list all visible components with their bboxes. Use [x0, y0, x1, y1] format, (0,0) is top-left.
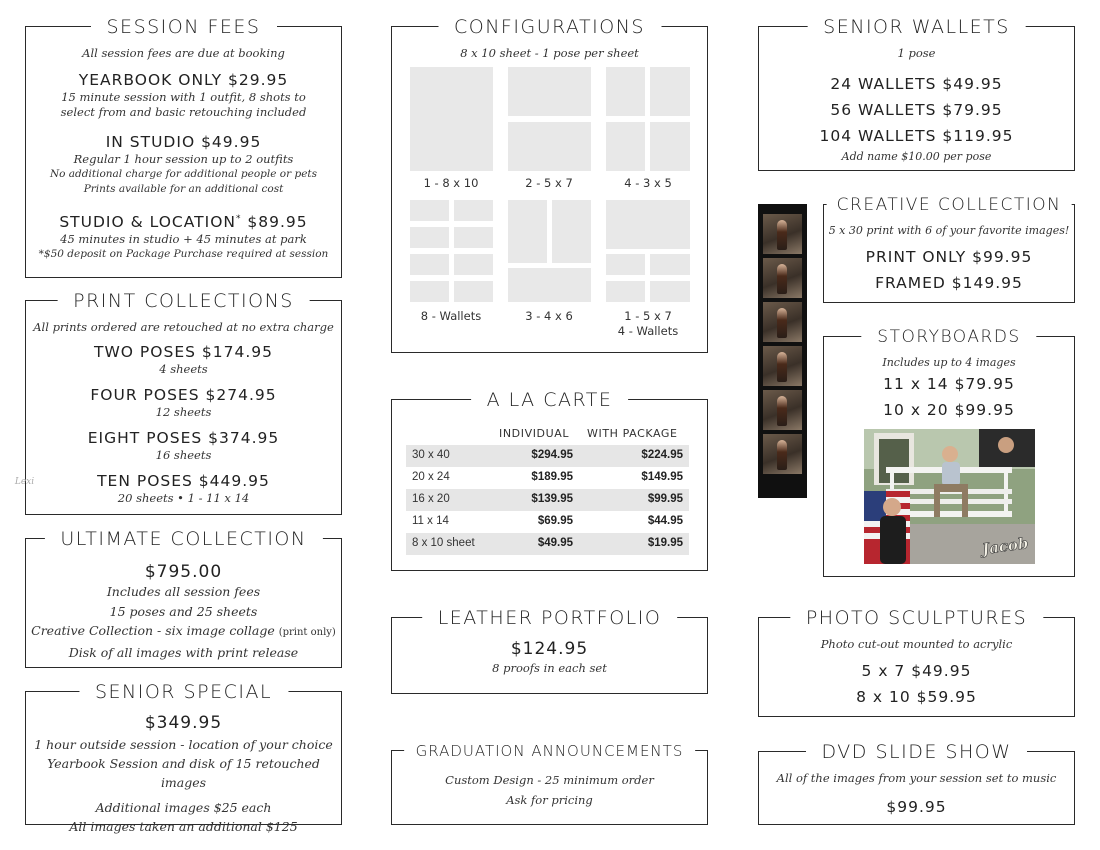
config-label: 3 - 4 x 6: [525, 309, 573, 323]
strip-photo: [763, 434, 802, 474]
graduation-title: GRADUATION ANNOUNCEMENTS: [404, 739, 696, 763]
dvd-slide-show-title: DVD SLIDE SHOW: [806, 740, 1028, 764]
photo-name-text: Jacob: [980, 533, 1030, 559]
config-4x6: [508, 200, 547, 263]
print-collection-sub: 16 sheets: [155, 448, 212, 462]
graduation-box: [391, 742, 708, 825]
config-wallet: [410, 200, 449, 221]
config-8x10: [410, 67, 493, 171]
creative-note: 5 x 30 print with 6 of your favorite images!: [828, 224, 1070, 237]
leather-portfolio-box: [391, 607, 708, 694]
session-fees-box: [25, 16, 342, 278]
location-desc-2: *$50 deposit on Package Purchase required at session: [38, 248, 329, 261]
dvd-slide-show-box: [758, 741, 1075, 825]
sculpture-option: 8 x 10 $59.95: [856, 688, 977, 706]
config-wallet: [454, 254, 493, 275]
table-row: 8 x 10 sheet $49.95 $19.95: [406, 533, 689, 555]
senior-special-line-3: Additional images $25 each: [95, 800, 272, 815]
senior-special-line-1: 1 hour outside session - location of your choice: [34, 737, 333, 752]
config-wallet: [410, 254, 449, 275]
studio-desc-2: No additional charge for additional people or pets: [49, 168, 318, 180]
table-row: 16 x 20 $139.95 $99.95: [406, 489, 689, 511]
leather-note: 8 proofs in each set: [492, 661, 607, 675]
config-3x5: [606, 122, 645, 171]
ultimate-collection-title: ULTIMATE COLLECTION: [44, 527, 322, 551]
ultimate-line-3: Creative Collection - six image collage (print only): [31, 623, 336, 638]
yearbook-only-price: YEARBOOK ONLY $29.95: [78, 71, 289, 89]
ultimate-line-4: Disk of all images with print release: [68, 644, 299, 660]
col-header-individual: INDIVIDUAL: [499, 427, 570, 440]
table-row: 30 x 40 $294.95 $224.95: [406, 445, 689, 467]
print-collection-item: TEN POSES $449.95: [97, 472, 270, 490]
senior-special-line-2: Yearbook Session and disk of 15 retouched images: [47, 756, 320, 790]
graduation-line-1: Custom Design - 25 minimum order: [445, 773, 654, 787]
sculptures-note: Photo cut-out mounted to acrylic: [820, 637, 1013, 651]
config-5x7: [508, 67, 591, 116]
leather-portfolio-title: LEATHER PORTFOLIO: [422, 606, 678, 630]
senior-special-price: $349.95: [144, 713, 223, 733]
strip-photo: [763, 302, 802, 342]
print-collection-sub: 12 sheets: [155, 405, 212, 419]
studio-location-price: STUDIO & LOCATION* $89.95: [59, 213, 308, 232]
print-collections-box: [25, 290, 342, 515]
creative-collection-title: CREATIVE COLLECTION: [827, 193, 1072, 217]
table-row: 11 x 14 $69.95 $44.95: [412, 515, 683, 527]
a-la-carte-box: [391, 389, 708, 571]
wallet-option: 104 WALLETS $119.95: [819, 127, 1014, 145]
table-row: 20 x 24 $189.95 $149.95: [412, 471, 683, 483]
config-4x6: [508, 268, 591, 302]
print-collection-item: EIGHT POSES $374.95: [87, 429, 280, 447]
leather-price: $124.95: [510, 639, 589, 659]
strip-photo: [763, 214, 802, 254]
print-collection-sub: 20 sheets • 1 - 11 x 14: [117, 491, 250, 505]
senior-special-line-4: All images taken an additional $125: [69, 819, 298, 834]
ultimate-line-2: 15 poses and 25 sheets: [109, 603, 258, 619]
storyboard-option: 10 x 20 $99.95: [883, 401, 1015, 419]
senior-special-box: [25, 681, 342, 834]
config-4x6: [552, 200, 591, 263]
config-3x5: [606, 67, 645, 116]
dvd-note: All of the images from your session set to music: [776, 771, 1057, 785]
config-wallet: [650, 254, 690, 275]
dvd-price: $99.95: [886, 798, 947, 816]
config-5x7: [508, 122, 591, 171]
creative-option: PRINT ONLY $99.95: [865, 248, 1033, 266]
strip-signature: Lexi: [14, 477, 35, 487]
senior-wallets-title: SENIOR WALLETS: [807, 15, 1026, 39]
config-wallet: [454, 281, 493, 302]
storyboard-option: 11 x 14 $79.95: [883, 375, 1015, 393]
config-label: 8 - Wallets: [420, 309, 482, 323]
config-label: 1 - 5 x 7: [624, 309, 672, 323]
studio-desc-1: Regular 1 hour session up to 2 outfits: [73, 152, 294, 166]
ultimate-collection-box: [25, 528, 342, 668]
sculpture-option: 5 x 7 $49.95: [861, 662, 972, 680]
wallet-option: 56 WALLETS $79.95: [830, 101, 1003, 119]
config-wallet: [454, 200, 493, 221]
creative-option: FRAMED $149.95: [875, 274, 1023, 292]
config-wallet: [454, 227, 493, 248]
configurations-title: CONFIGURATIONS: [438, 15, 661, 39]
col-header-package: WITH PACKAGE: [587, 427, 678, 440]
config-label: 1 - 8 x 10: [423, 176, 479, 190]
creative-collection-box: [823, 195, 1075, 303]
location-desc-1: 45 minutes in studio + 45 minutes at park: [60, 232, 307, 247]
print-collections-note: All prints ordered are retouched at no extra charge: [33, 320, 334, 334]
wallets-note: 1 pose: [897, 46, 936, 60]
yearbook-desc-1: 15 minute session with 1 outfit, 8 shots to: [61, 90, 306, 104]
config-label: 2 - 5 x 7: [525, 176, 573, 190]
session-fees-note: All session fees are due at booking: [82, 46, 285, 60]
config-3x5: [650, 122, 690, 171]
studio-desc-3: Prints available for an additional cost: [83, 183, 284, 195]
ultimate-price: $795.00: [144, 562, 223, 582]
ultimate-line-1: Includes all session fees: [106, 584, 261, 599]
film-strip-image: [758, 204, 807, 498]
yearbook-desc-2: select from and basic retouching included: [60, 105, 307, 119]
config-wallet: [410, 281, 449, 302]
config-wallet: [606, 281, 645, 302]
config-label: 4 - Wallets: [617, 324, 679, 338]
print-collection-sub: 4 sheets: [159, 362, 208, 376]
storyboards-title: STORYBOARDS: [861, 325, 1036, 349]
print-collection-item: FOUR POSES $274.95: [90, 386, 277, 404]
config-3x5: [650, 67, 690, 116]
config-5x7: [606, 200, 690, 249]
configurations-note: 8 x 10 sheet - 1 pose per sheet: [460, 46, 639, 60]
a-la-carte-title: A LA CARTE: [471, 388, 629, 412]
storyboards-note: Includes up to 4 images: [882, 356, 1016, 369]
config-label: 4 - 3 x 5: [624, 176, 672, 190]
configurations-box: [391, 16, 708, 353]
graduation-line-2: Ask for pricing: [506, 793, 593, 807]
config-wallet: [650, 281, 690, 302]
storyboard-photo-art: [864, 429, 1035, 564]
photo-sculptures-box: [758, 607, 1075, 717]
config-wallet: [410, 227, 449, 248]
strip-photo: [763, 346, 802, 386]
print-collection-item: TWO POSES $174.95: [94, 343, 273, 361]
photo-sculptures-title: PHOTO SCULPTURES: [790, 606, 1043, 630]
strip-photo: [763, 258, 802, 298]
storyboard-sample-photo: [864, 429, 1035, 564]
in-studio-price: IN STUDIO $49.95: [105, 133, 262, 151]
wallet-option: 24 WALLETS $49.95: [830, 75, 1003, 93]
wallets-foot: Add name $10.00 per pose: [841, 150, 992, 163]
session-fees-title: SESSION FEES: [91, 15, 277, 39]
senior-special-title: SENIOR SPECIAL: [79, 680, 288, 704]
print-collections-title: PRINT COLLECTIONS: [57, 289, 310, 313]
senior-wallets-box: [758, 16, 1075, 171]
strip-photo: [763, 390, 802, 430]
config-wallet: [606, 254, 645, 275]
